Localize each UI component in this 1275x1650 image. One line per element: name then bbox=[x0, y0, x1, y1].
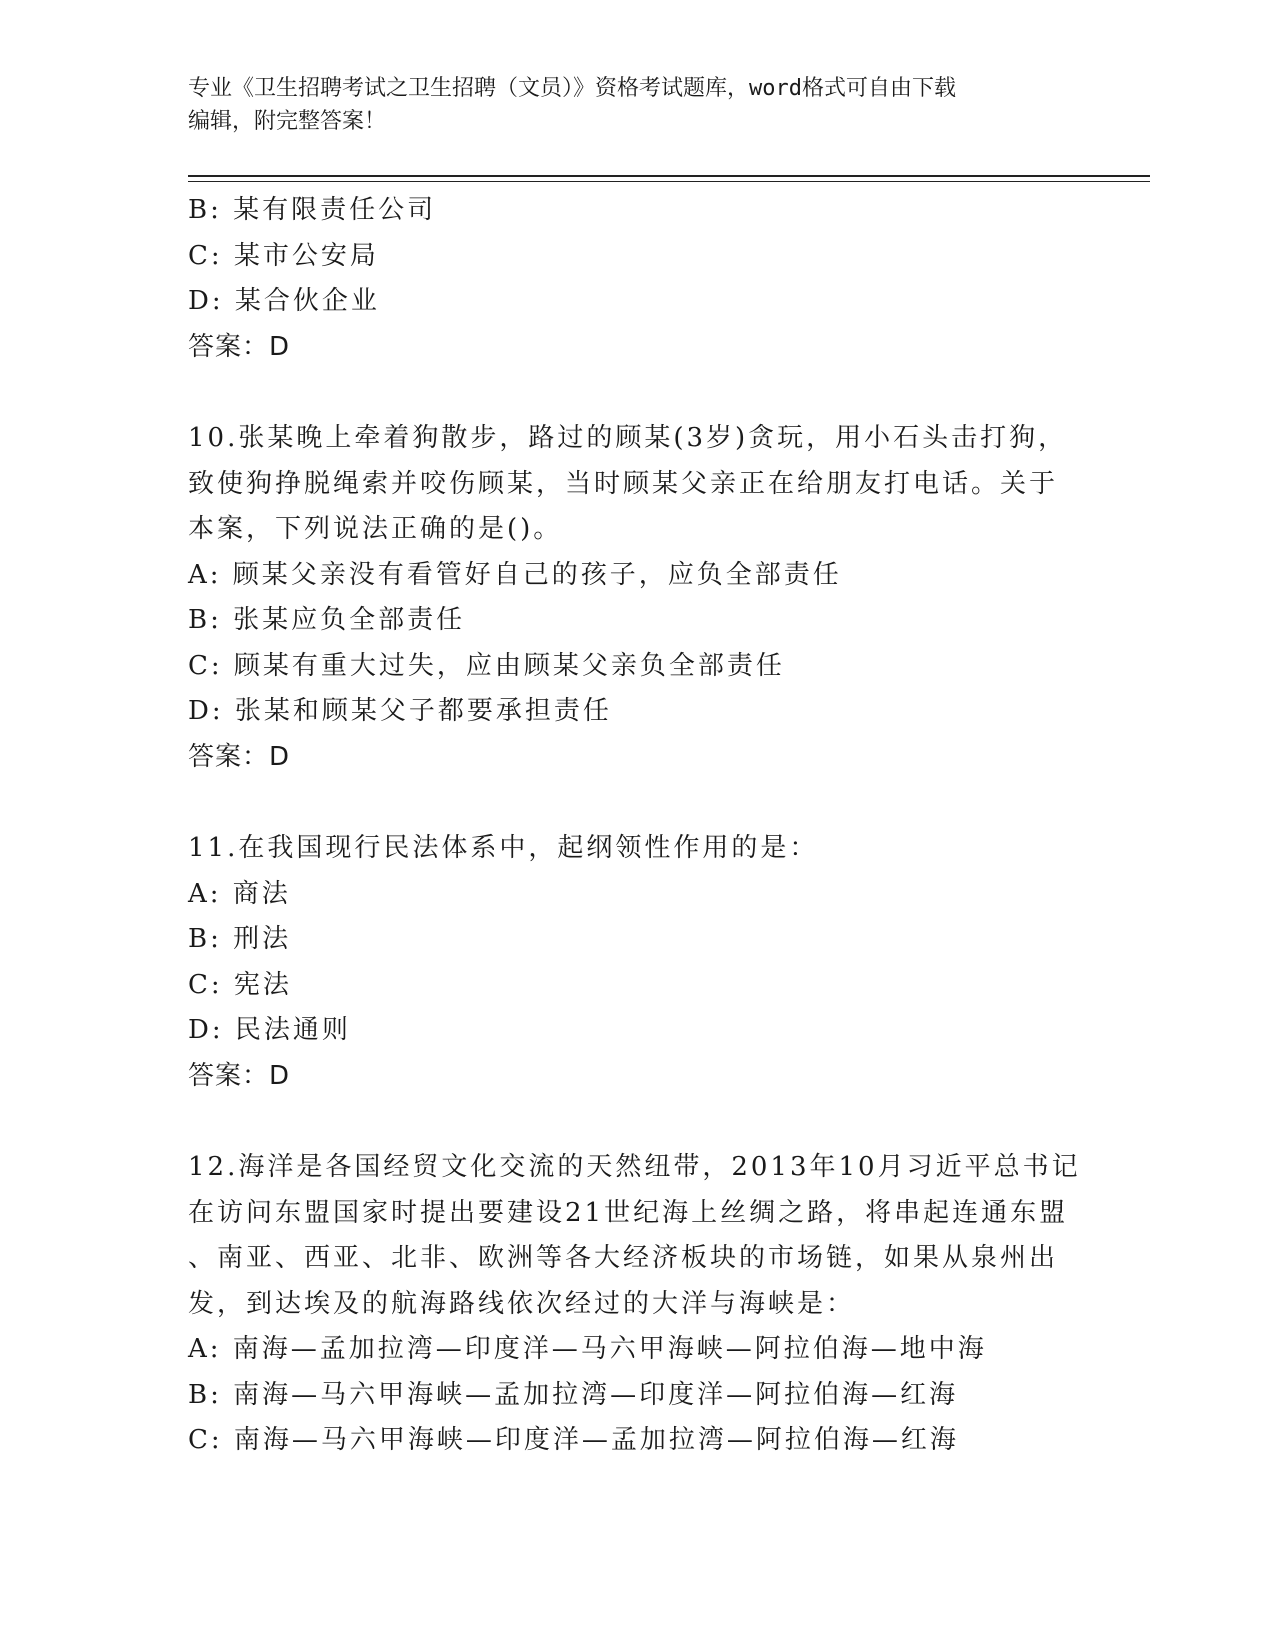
option-b: B: 某有限责任公司 bbox=[188, 195, 437, 225]
option-a: A: 南海—孟加拉湾—印度洋—马六甲海峡—阿拉伯海—地中海 bbox=[188, 1334, 987, 1364]
question-stem-line: 11.在我国现行民法体系中，起纲领性作用的是： bbox=[188, 833, 819, 863]
question-stem-line: 在访问东盟国家时提出要建设21世纪海上丝绸之路，将串起连通东盟 bbox=[188, 1197, 1069, 1228]
option-d: D: 某合伙企业 bbox=[188, 286, 380, 316]
option-c: C: 某市公安局 bbox=[188, 240, 379, 271]
option-b: B: 南海—马六甲海峡—孟加拉湾—印度洋—阿拉伯海—红海 bbox=[188, 1379, 959, 1410]
question-stem-line: 、南亚、西亚、北非、欧洲等各大经济板块的市场链，如果从泉州出 bbox=[188, 1243, 1059, 1273]
header-divider-thick bbox=[188, 175, 1150, 177]
option-a: A: 商法 bbox=[188, 878, 291, 909]
answer-line: 答案：D bbox=[188, 1060, 291, 1091]
option-b: B: 张某应负全部责任 bbox=[188, 605, 466, 635]
option-a: A: 顾某父亲没有看管好自己的孩子，应负全部责任 bbox=[188, 559, 842, 590]
option-d: D: 民法通则 bbox=[188, 1015, 351, 1045]
question-stem-line: 发，到达埃及的航海路线依次经过的大洋与海峡是： bbox=[188, 1288, 856, 1319]
question-content bbox=[188, 188, 1088, 1464]
answer-line: 答案：D bbox=[188, 741, 291, 772]
option-c: C: 宪法 bbox=[188, 969, 292, 1000]
question-10 bbox=[188, 416, 1088, 780]
page-header bbox=[188, 72, 1088, 138]
question-stem-line: 致使狗挣脱绳索并咬伤顾某，当时顾某父亲正在给朋友打电话。关于 bbox=[188, 468, 1059, 499]
question-9 bbox=[188, 188, 1088, 370]
option-c: C: 顾某有重大过失，应由顾某父亲负全部责任 bbox=[188, 650, 785, 681]
option-b: B: 刑法 bbox=[188, 924, 292, 954]
header-line-2: 编辑，附完整答案！ bbox=[188, 109, 387, 134]
option-d: D: 张某和顾某父子都要承担责任 bbox=[188, 696, 612, 726]
option-c: C: 南海—马六甲海峡—印度洋—孟加拉湾—阿拉伯海—红海 bbox=[188, 1425, 959, 1455]
question-stem-line: 本案，下列说法正确的是()。 bbox=[188, 514, 563, 544]
header-line-1: 专业《卫生招聘考试之卫生招聘（文员）》资格考试题库，word格式可自由下载 bbox=[188, 76, 956, 101]
question-12 bbox=[188, 1145, 1088, 1464]
question-stem-line: 10.张某晚上牵着狗散步，路过的顾某(3岁)贪玩，用小石头击打狗， bbox=[188, 423, 1068, 453]
question-stem-line: 12.海洋是各国经贸文化交流的天然纽带，2013年10月习近平总书记 bbox=[188, 1152, 1081, 1182]
header-divider-thin bbox=[188, 181, 1150, 182]
question-11 bbox=[188, 826, 1088, 1099]
answer-line: 答案：D bbox=[188, 331, 291, 362]
